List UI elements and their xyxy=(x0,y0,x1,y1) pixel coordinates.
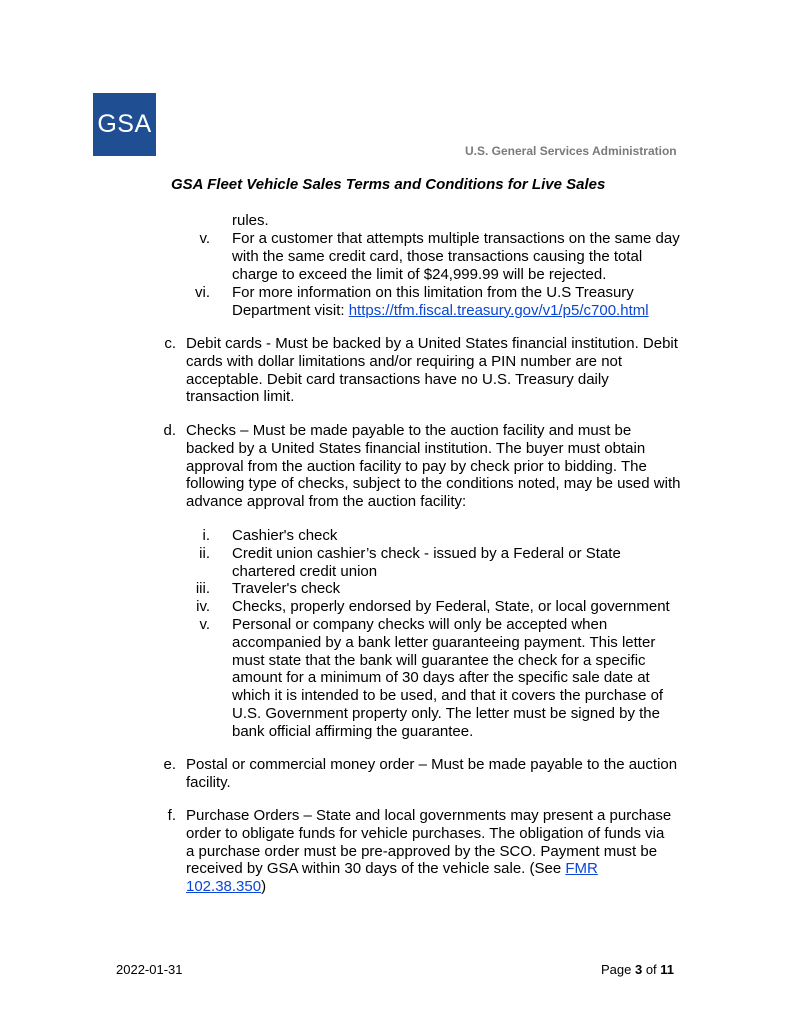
list-marker: ii. xyxy=(199,545,210,562)
footer-date: 2022-01-31 xyxy=(116,962,183,977)
text-line xyxy=(186,860,671,878)
list-item-text xyxy=(232,616,663,741)
text-line: Personal or company checks will only be accepted when xyxy=(232,616,608,633)
text-line: with the same credit card, those transactions causing the total xyxy=(232,247,643,265)
text-line xyxy=(186,878,671,896)
text-line: For a customer that attempts multiple transactions on the same day xyxy=(232,230,680,247)
text-line: charge to exceed the limit of $24,999.99 will be rejected. xyxy=(232,265,607,283)
continuation-text: rules. xyxy=(232,212,269,229)
text-line: Checks – Must be made payable to the auction facility and must be xyxy=(186,422,632,439)
text-line: a purchase order must be pre-approved by the SCO. Payment must be xyxy=(186,842,658,860)
page-of: of xyxy=(642,962,661,977)
list-marker: i. xyxy=(202,527,210,544)
text-lead: Department visit: xyxy=(232,301,349,319)
text-line: chartered credit union xyxy=(232,562,378,580)
text-line: approval from the auction facility to pay by check prior to bidding. The xyxy=(186,457,647,475)
fmr-link[interactable]: FMR xyxy=(565,860,598,878)
text-line: following type of checks, subject to the conditions noted, may be used with xyxy=(186,475,681,493)
list-item-text xyxy=(232,284,649,320)
section-marker: e. xyxy=(163,756,176,773)
text-fragment: received by GSA within 30 days of the vehicle sale. (See xyxy=(186,860,566,878)
text-line: amount for a minimum of 30 days after the specific sale date at xyxy=(232,669,650,687)
text-line: backed by a United States financial institution. The buyer must obtain xyxy=(186,439,646,457)
list-marker: v. xyxy=(199,230,210,247)
text-line: Traveler's check xyxy=(232,580,341,597)
text-line: must state that the bank will guarantee the check for a specific xyxy=(232,651,646,669)
list-item-text xyxy=(232,580,340,598)
page-total: 11 xyxy=(660,962,675,977)
list-marker: iv. xyxy=(196,598,210,615)
gsa-logo xyxy=(93,93,156,156)
text-line: Purchase Orders – State and local governments may present a purchase xyxy=(186,807,672,824)
text-line: facility. xyxy=(186,773,231,791)
page-current: 3 xyxy=(634,962,643,977)
section-text xyxy=(186,756,677,792)
text-line: Cashier's check xyxy=(232,527,338,544)
text-line: cards with dollar limitations and/or requiring a PIN number are not xyxy=(186,352,623,370)
section-text xyxy=(186,807,671,896)
list-marker: v. xyxy=(199,616,210,633)
text-line: which it is intended to be used, and that it covers the purchase of xyxy=(232,687,664,705)
section-text xyxy=(186,422,680,511)
text-line: Postal or commercial money order – Must be made payable to the auction xyxy=(186,756,678,773)
text-line: accompanied by a bank letter guaranteeing payment. This letter xyxy=(232,633,656,651)
text-line: Debit cards - Must be backed by a United States financial institution. Debit xyxy=(186,335,678,352)
text-line: For more information on this limitation from the U.S Treasury xyxy=(232,284,634,301)
list-marker: vi. xyxy=(195,284,210,301)
list-item-text xyxy=(232,598,670,616)
section-text xyxy=(186,335,678,406)
document-title: GSA Fleet Vehicle Sales Terms and Conditions for Live Sales xyxy=(171,176,606,193)
text-line: Credit union cashier’s check - issued by a Federal or State xyxy=(232,545,621,562)
fmr-link-continued[interactable]: 102.38.350 xyxy=(186,878,262,896)
text-line: advance approval from the auction facility: xyxy=(186,493,467,511)
text-line: U.S. Government property only. The letter must be signed by the xyxy=(232,704,660,722)
page-number xyxy=(601,962,674,977)
section-marker: c. xyxy=(164,335,176,352)
text-fragment: ) xyxy=(261,878,267,896)
agency-name: U.S. General Services Administration xyxy=(465,144,677,158)
text-line xyxy=(232,302,649,320)
list-item-text xyxy=(232,230,680,283)
text-line: Checks, properly endorsed by Federal, State, or local government xyxy=(232,598,670,615)
list-marker: iii. xyxy=(195,580,210,597)
page-label: Page xyxy=(601,962,635,977)
treasury-link[interactable]: https://tfm.fiscal.treasury.gov/v1/p5/c700.html xyxy=(348,301,649,319)
list-item-text xyxy=(232,527,337,545)
section-marker: f. xyxy=(167,807,176,824)
list-item-text xyxy=(232,545,621,581)
section-marker: d. xyxy=(163,422,176,439)
text-line: order to obligate funds for vehicle purchases. The obligation of funds via xyxy=(186,824,665,842)
logo-text: GSA xyxy=(97,110,152,138)
text-line: bank official affirming the guarantee. xyxy=(232,722,474,740)
text-line: acceptable. Debit card transactions have no U.S. Treasury daily xyxy=(186,370,609,388)
text-line: transaction limit. xyxy=(186,388,295,406)
